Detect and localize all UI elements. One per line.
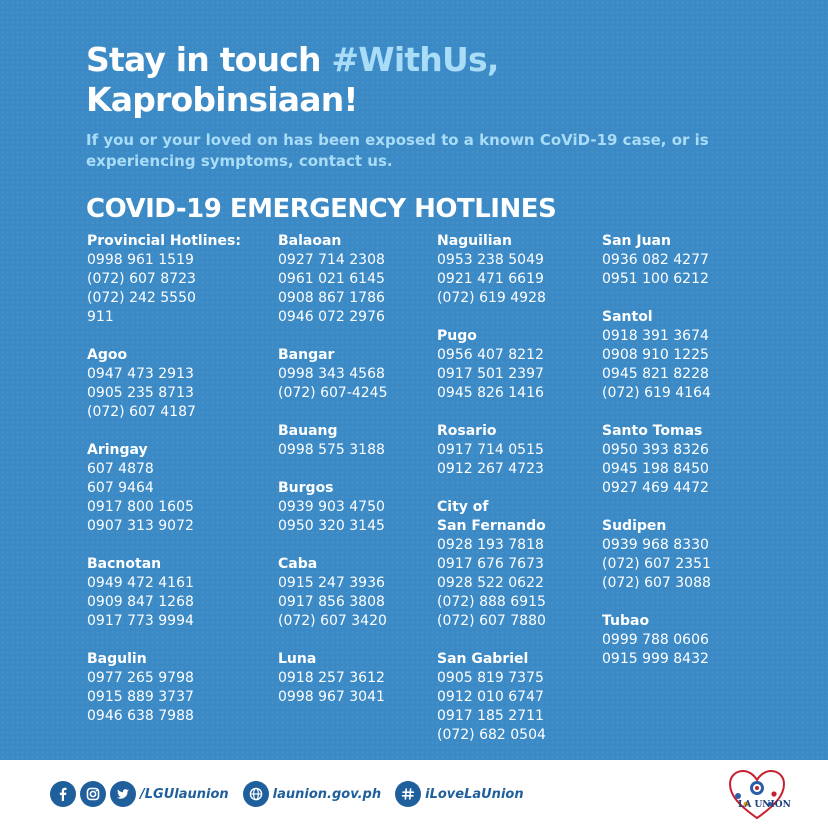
phone-number[interactable]: 607 9464 (87, 480, 154, 496)
phone-number[interactable]: 0956 407 8212 (437, 347, 544, 363)
hotline-group (437, 650, 617, 745)
intro-text: If you or your loved on has been exposed to a known CoViD-19 case, or is experiencing symptoms, contact us. (86, 131, 709, 170)
phone-number[interactable]: 0915 247 3936 (278, 575, 385, 591)
phone-number[interactable]: 0961 021 6145 (278, 271, 385, 287)
municipality-name: Aringay (87, 442, 148, 458)
hotline-group (87, 346, 267, 422)
phone-number[interactable]: 0953 238 5049 (437, 252, 544, 268)
hotline-group (87, 650, 267, 726)
phone-number[interactable]: 0950 320 3145 (278, 518, 385, 534)
phone-number[interactable]: 0945 198 8450 (602, 461, 709, 477)
section-title: COVID-19 EMERGENCY HOTLINES (86, 194, 557, 224)
municipality-name: Bacnotan (87, 556, 162, 572)
hotline-group (437, 422, 617, 479)
hotline-group (278, 346, 458, 403)
phone-number[interactable]: 0917 800 1605 (87, 499, 194, 515)
hotline-group (87, 441, 267, 536)
municipality-name: Rosario (437, 423, 497, 439)
phone-number[interactable]: 0927 714 2308 (278, 252, 385, 268)
hotline-group (278, 422, 458, 460)
phone-number[interactable]: 0917 714 0515 (437, 442, 544, 458)
phone-number[interactable]: 0927 469 4472 (602, 480, 709, 496)
municipality-name: Bagulin (87, 651, 147, 667)
phone-number[interactable]: 0939 968 8330 (602, 537, 709, 553)
hotline-column-1 (87, 232, 267, 745)
footer (0, 760, 828, 828)
phone-number[interactable]: 0946 072 2976 (278, 309, 385, 325)
municipality-name: Agoo (87, 347, 128, 363)
hotline-column-3 (437, 232, 617, 764)
municipality-name: Burgos (278, 480, 334, 496)
phone-number[interactable]: 0915 999 8432 (602, 651, 709, 667)
municipality-name: Luna (278, 651, 317, 667)
phone-number[interactable]: 0905 235 8713 (87, 385, 194, 401)
phone-number[interactable]: 0912 267 4723 (437, 461, 544, 477)
website-link[interactable]: launion.gov.ph (272, 786, 382, 802)
hashtag-icon[interactable] (395, 781, 421, 807)
hotline-group (602, 612, 782, 669)
phone-number[interactable]: 0909 847 1268 (87, 594, 194, 610)
phone-number[interactable]: 0998 343 4568 (278, 366, 385, 382)
phone-number[interactable]: (072) 619 4164 (602, 385, 711, 401)
phone-number[interactable]: 0936 082 4277 (602, 252, 709, 268)
phone-number[interactable]: (072) 607 8723 (87, 271, 196, 287)
phone-number[interactable]: 0999 788 0606 (602, 632, 709, 648)
phone-number[interactable]: (072) 607 2351 (602, 556, 711, 572)
footer-links (50, 780, 538, 808)
hotline-group (278, 232, 458, 327)
la-union-logo-text: LA UNION (738, 800, 791, 810)
municipality-name: San Gabriel (437, 651, 529, 667)
phone-number[interactable]: 0998 967 3041 (278, 689, 385, 705)
hotline-group (278, 650, 458, 707)
municipality-name: Pugo (437, 328, 477, 344)
phone-number[interactable]: 0947 473 2913 (87, 366, 194, 382)
phone-number[interactable]: 0928 522 0622 (437, 575, 544, 591)
hotline-group (437, 327, 617, 403)
hotline-group (437, 232, 617, 308)
municipality-name: San Juan (602, 233, 671, 249)
phone-number[interactable]: 0951 100 6212 (602, 271, 709, 287)
globe-icon[interactable] (243, 781, 269, 807)
municipality-name: Provincial Hotlines: (87, 233, 241, 249)
phone-number[interactable]: (072) 607 7880 (437, 613, 546, 629)
instagram-icon[interactable] (80, 781, 106, 807)
municipality-name: Naguilian (437, 233, 512, 249)
hotline-group (602, 308, 782, 403)
phone-number[interactable]: 0907 313 9072 (87, 518, 194, 534)
municipality-name: Santo Tomas (602, 423, 703, 439)
phone-number[interactable]: 0946 638 7988 (87, 708, 194, 724)
hotline-group (602, 517, 782, 593)
hotline-column-4 (602, 232, 782, 688)
hotline-group (602, 422, 782, 498)
hotline-group (602, 232, 782, 289)
phone-number[interactable]: 0908 867 1786 (278, 290, 385, 306)
municipality-name: Bauang (278, 423, 338, 439)
municipality-name: Sudipen (602, 518, 667, 534)
hotline-group (278, 479, 458, 536)
hotline-group (87, 232, 267, 327)
municipality-name: Bangar (278, 347, 335, 363)
phone-number[interactable]: (072) 242 5550 (87, 290, 196, 306)
phone-number[interactable]: (072) 607-4245 (278, 385, 388, 401)
phone-number[interactable]: 0905 819 7375 (437, 670, 544, 686)
phone-number[interactable]: 0977 265 9798 (87, 670, 194, 686)
phone-number[interactable]: 0921 471 6619 (437, 271, 544, 287)
phone-number[interactable]: (072) 607 4187 (87, 404, 196, 420)
municipality-name: Tubao (602, 613, 650, 629)
phone-number[interactable]: 0908 910 1225 (602, 347, 709, 363)
phone-number[interactable]: 0918 391 3674 (602, 328, 709, 344)
phone-number[interactable]: 0917 185 2711 (437, 708, 544, 724)
phone-number[interactable]: 607 4878 (87, 461, 154, 477)
phone-number[interactable]: 0917 856 3808 (278, 594, 385, 610)
phone-number[interactable]: 0928 193 7818 (437, 537, 544, 553)
hashtag-link[interactable]: iLoveLaUnion (425, 786, 524, 802)
headline (86, 40, 499, 120)
twitter-icon[interactable] (110, 781, 136, 807)
phone-number[interactable]: (072) 607 3088 (602, 575, 711, 591)
phone-number[interactable]: 911 (87, 309, 114, 325)
municipality-name: Santol (602, 309, 653, 325)
hotline-column-2 (278, 232, 458, 726)
phone-number[interactable]: (072) 682 0504 (437, 727, 546, 743)
headline-line2: Kaprobinsiaan! (86, 80, 358, 119)
phone-number[interactable]: 0939 903 4750 (278, 499, 385, 515)
hashtag-withus: #WithUs, (331, 40, 499, 79)
phone-number[interactable]: 0945 821 8228 (602, 366, 709, 382)
hotline-group (437, 498, 617, 631)
phone-number[interactable]: 0949 472 4161 (87, 575, 194, 591)
phone-number[interactable]: 0998 575 3188 (278, 442, 385, 458)
phone-number[interactable]: 0912 010 6747 (437, 689, 544, 705)
phone-number[interactable]: 0917 676 7673 (437, 556, 544, 572)
municipality-name: City of San Fernando (437, 499, 546, 534)
phone-number[interactable]: 0950 393 8326 (602, 442, 709, 458)
municipality-name: Caba (278, 556, 318, 572)
phone-number[interactable]: 0998 961 1519 (87, 252, 194, 268)
phone-number[interactable]: 0917 501 2397 (437, 366, 544, 382)
facebook-icon[interactable] (50, 781, 76, 807)
headline-line1: Stay in touch #WithUs, (86, 40, 499, 79)
hotline-group (87, 555, 267, 631)
phone-number[interactable]: 0917 773 9994 (87, 613, 194, 629)
municipality-name: Balaoan (278, 233, 342, 249)
social-handle-link[interactable]: /LGUlaunion (140, 786, 229, 802)
la-union-logo (726, 766, 788, 822)
phone-number[interactable]: (072) 619 4928 (437, 290, 546, 306)
phone-number[interactable]: 0945 826 1416 (437, 385, 544, 401)
phone-number[interactable]: 0915 889 3737 (87, 689, 194, 705)
phone-number[interactable]: (072) 888 6915 (437, 594, 546, 610)
phone-number[interactable]: (072) 607 3420 (278, 613, 387, 629)
phone-number[interactable]: 0918 257 3612 (278, 670, 385, 686)
hotline-group (278, 555, 458, 631)
